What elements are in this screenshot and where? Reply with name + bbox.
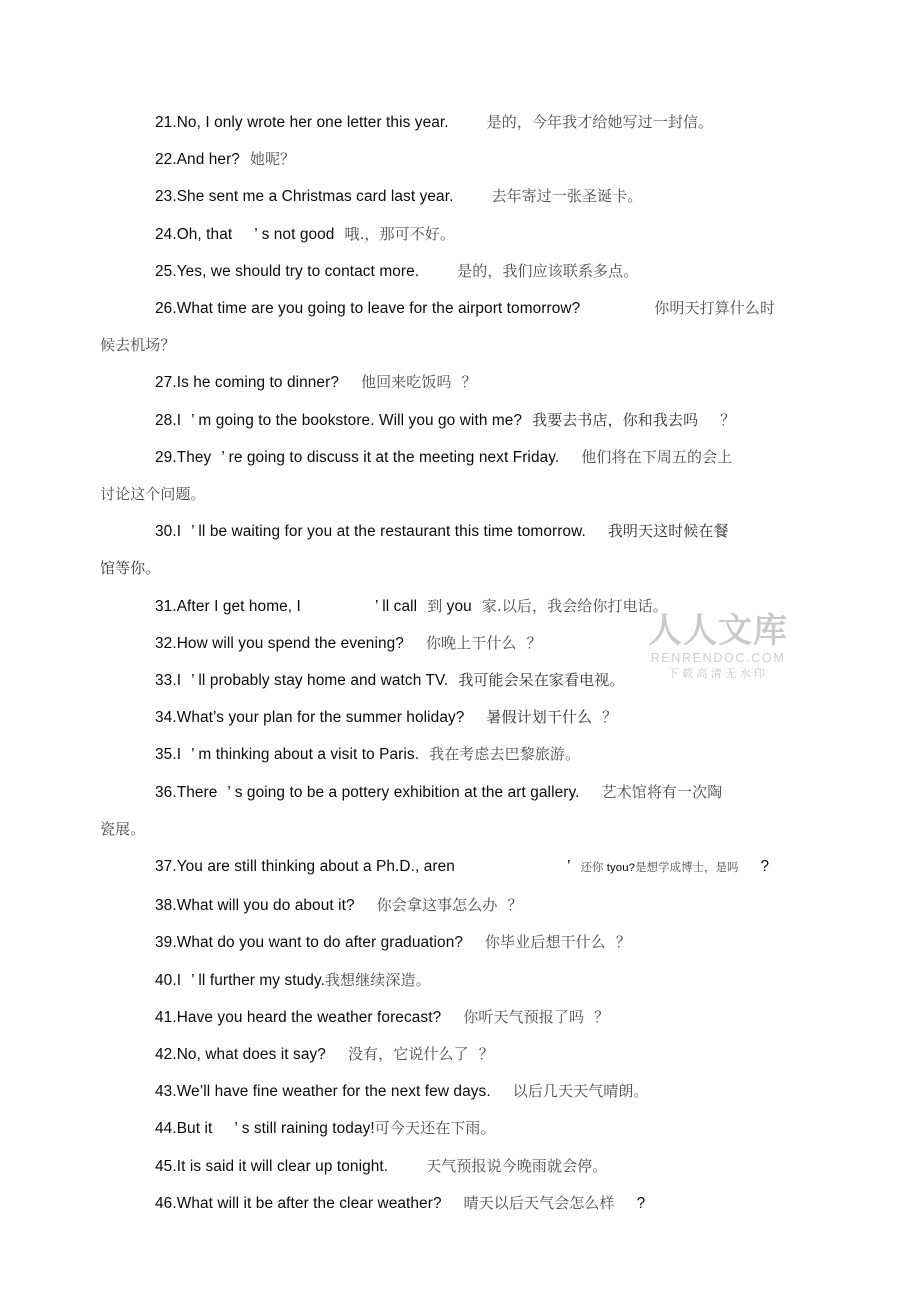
sentence-line (100, 699, 812, 736)
english-text: s still raining today! (237, 1120, 375, 1138)
sentence-line (100, 104, 812, 141)
sentence-line (100, 439, 812, 476)
english-text: re going to discuss it at the meeting next Friday. (224, 448, 560, 466)
english-text: ’ (254, 225, 258, 243)
english-text: 32.How will you spend the evening? (155, 634, 404, 652)
sentence-line (100, 736, 812, 773)
watermark-brand-en: RENRENDOC.COM (650, 651, 786, 665)
english-text: 42.No, what does it say? (155, 1046, 326, 1064)
chinese-text: 我明天这时候在餐 (607, 522, 729, 541)
chinese-text: ？ (478, 1045, 494, 1064)
sentence-line (100, 253, 812, 290)
chinese-text: ？ (720, 410, 736, 429)
english-text: ? (636, 1194, 646, 1212)
sentence-line-continuation (100, 327, 812, 364)
english-text: 28.I (155, 411, 182, 429)
chinese-text: 还你 (580, 860, 604, 875)
english-text: 33.I (155, 672, 182, 690)
chinese-text: 艺术馆将有一次陶 (601, 782, 723, 801)
english-text: 37.You are still thinking about a Ph.D., aren (155, 858, 455, 876)
chinese-text: ？ (615, 933, 631, 952)
chinese-text: 没有，它说什么了 (347, 1045, 469, 1064)
english-text: 40.I (155, 971, 182, 989)
chinese-text: 去年寄过一张圣诞卡。 (491, 187, 643, 206)
english-text: 46.What will it be after the clear weather? (155, 1194, 442, 1212)
english-text: 31.After I get home, I (155, 597, 301, 615)
english-text: s your plan for the summer holiday? (216, 709, 465, 727)
chinese-text: 你会拿这事怎么办 (376, 896, 498, 915)
sentence-line (100, 141, 812, 178)
chinese-text: 你晚上干什么 (425, 633, 517, 652)
chinese-text: 天气预报说今晚雨就会停。 (426, 1156, 608, 1175)
watermark-brand-cn: 人人文库 (648, 611, 788, 651)
english-text: ’ (199, 1083, 204, 1101)
english-text: ’ (221, 448, 225, 466)
english-text: m thinking about a visit to Paris. (194, 746, 420, 764)
chinese-text: 是想学成博士，是吗 (635, 860, 739, 875)
chinese-text: 我要去书店，你和我去吗 (532, 410, 699, 429)
sentence-line (100, 178, 812, 215)
chinese-text: 你明天打算什么时 (654, 299, 776, 318)
chinese-text: 候去机场？ (100, 336, 176, 355)
chinese-text: 我想继续深造。 (325, 970, 431, 989)
chinese-text: 你听天气预报了吗 (463, 1007, 585, 1026)
english-text: ’ (374, 597, 378, 615)
sentence-line (100, 625, 812, 662)
english-text: 23.She sent me a Christmas card last year. (155, 188, 454, 206)
sentence-line (100, 962, 812, 999)
english-text: ’ (566, 858, 571, 876)
chinese-text: 他回来吃饭吗 (360, 373, 452, 392)
sentence-line (100, 364, 812, 401)
sentence-line (100, 848, 812, 887)
sentence-line (100, 1073, 812, 1110)
english-text: 26.What time are you going to leave for the airport tomorrow? (155, 300, 581, 318)
chinese-text: ？ (602, 708, 618, 727)
sentence-line (100, 588, 812, 625)
english-text: 29.They (155, 448, 212, 466)
chinese-text: 你毕业后想干什么 (485, 933, 606, 952)
sentence-line (100, 1148, 812, 1185)
chinese-text: ？ (507, 896, 523, 915)
english-text: 25.Yes, we should try to contact more. (155, 262, 420, 280)
sentence-line-continuation (100, 811, 812, 848)
english-text: 27.Is he coming to dinner? (155, 374, 339, 392)
sentence-line (100, 402, 812, 439)
english-text: s not good (257, 225, 335, 243)
english-text: 22.And her? (155, 151, 240, 169)
english-text: 39.What do you want to do after graduation? (155, 934, 464, 952)
english-text: ll call (377, 597, 418, 615)
chinese-text: 以后几天天气晴朗。 (512, 1082, 649, 1101)
english-text: s going to be a pottery exhibition at the art gallery. (230, 783, 580, 801)
chinese-text: ？ (526, 633, 542, 652)
chinese-text: 她呢？ (249, 150, 296, 169)
english-text: 44.But it (155, 1120, 213, 1138)
chinese-text: 家.以后，我会给你打电话。 (481, 596, 668, 615)
english-text: 24.Oh, that (155, 225, 233, 243)
chinese-text: 馆等你。 (100, 559, 161, 578)
sentence-line (100, 1036, 812, 1073)
watermark-subtitle: 下载高清无水印 (667, 667, 769, 680)
sentence-line (100, 774, 812, 811)
sentence-line (100, 216, 812, 253)
english-text: 36.There (155, 783, 218, 801)
sentence-line-continuation (100, 550, 812, 587)
english-text: ’ (191, 971, 195, 989)
english-text: 41.Have you heard the weather forecast? (155, 1008, 442, 1026)
chinese-text: 是的，今年我才给她写过一封信。 (486, 113, 714, 131)
english-text: 38.What will you do about it? (155, 897, 355, 915)
chinese-text: 晴天以后天气会怎么样 (463, 1193, 615, 1212)
sentence-line (100, 662, 812, 699)
english-text: ll have fine weather for the next few days. (203, 1083, 491, 1101)
english-text: 21.No, I only wrote her one letter this year. (155, 114, 449, 131)
english-text: ll further my study. (194, 971, 325, 989)
chinese-text: 可今天还在下雨。 (374, 1119, 496, 1138)
english-text: you (442, 597, 472, 615)
english-text: ’ (191, 746, 195, 764)
chinese-text: 是的，我们应该联系多点。 (457, 261, 639, 280)
chinese-text: 我可能会呆在家看电视。 (458, 671, 625, 690)
english-text: ? (760, 858, 770, 876)
sentence-line (100, 513, 812, 550)
chinese-text: 我在考虑去巴黎旅游。 (429, 745, 581, 764)
english-text: 34.What (155, 709, 214, 727)
english-text: 43.We (155, 1083, 200, 1101)
sentence-line (100, 887, 812, 924)
sentence-line (100, 999, 812, 1036)
english-text: ’ (213, 709, 217, 727)
english-text: ll probably stay home and watch TV. (194, 672, 449, 690)
english-text: ’ (191, 523, 195, 541)
chinese-text: 哦.，那可不好。 (344, 224, 456, 243)
english-text: ’ (234, 1120, 238, 1138)
english-text: m going to the bookstore. Will you go with me? (194, 411, 523, 429)
english-text: ’ (191, 411, 195, 429)
sentence-line (100, 290, 812, 327)
english-text: tyou? (603, 862, 636, 875)
chinese-text: ？ (594, 1007, 610, 1026)
chinese-text: 他们将在下周五的会上 (581, 447, 733, 466)
chinese-text: 讨论这个问题。 (100, 485, 206, 504)
chinese-text: ？ (461, 373, 477, 392)
sentence-line (100, 924, 812, 961)
english-text: ll be waiting for you at the restaurant this time tomorrow. (194, 523, 586, 541)
chinese-text: 暑假计划干什么 (486, 708, 593, 727)
sentence-line-continuation (100, 476, 812, 513)
english-text: 35.I (155, 746, 182, 764)
english-text: 30.I (155, 523, 182, 541)
sentence-line (100, 1185, 812, 1222)
english-text: ’ (227, 783, 231, 801)
english-text: 45.It is said it will clear up tonight. (155, 1157, 389, 1175)
chinese-text: 到 (427, 596, 443, 615)
sentence-line (100, 1110, 812, 1147)
english-text: ’ (191, 672, 195, 690)
chinese-text: 瓷展。 (100, 819, 146, 838)
